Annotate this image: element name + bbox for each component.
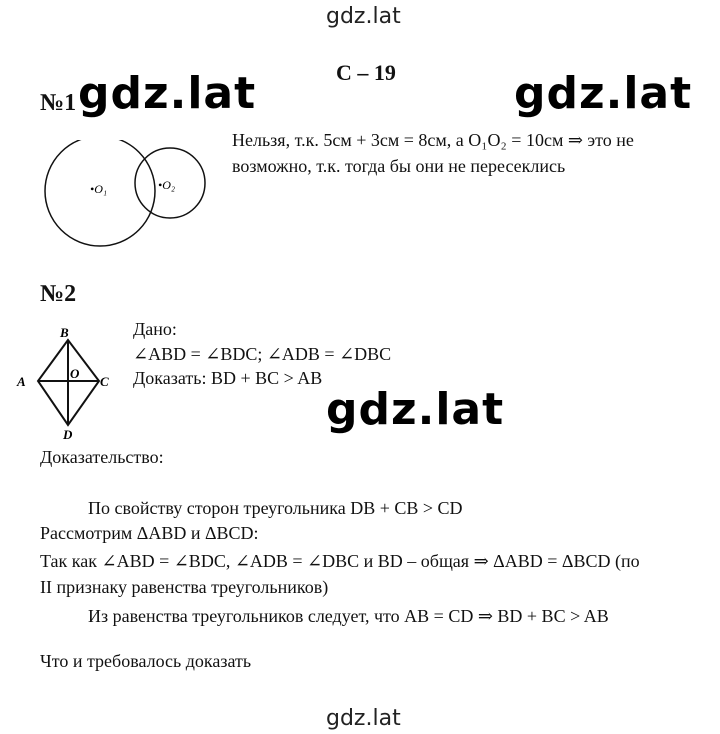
proof-line-1: По свойству сторон треугольника DB + CB > CD — [88, 498, 463, 518]
proof-label: Доказательство: — [40, 447, 164, 467]
proof-line-3: Так как ∠ABD = ∠BDC, ∠ADB = ∠DBC и BD – общая ⇒ ΔABD = ΔBCD (по — [40, 551, 640, 571]
task1-number: №1 — [40, 90, 77, 116]
task2-number: №2 — [40, 281, 77, 307]
prove-statement: Доказать: BD + BC > AB — [133, 368, 323, 388]
watermark-right: gdz.lat — [514, 68, 693, 119]
proof-line-4: II признаку равенства треугольников) — [40, 577, 329, 597]
watermark-bottom: gdz.lat — [326, 706, 401, 731]
label-o: O — [70, 366, 80, 381]
watermark-top: gdz.lat — [326, 4, 401, 29]
watermark-center: gdz.lat — [326, 384, 505, 435]
label-a: A — [17, 374, 26, 389]
task1-line-1: Нельзя, т.к. 5см + 3см = 8см, а O₁O₂ = 10см ⇒ это не — [232, 130, 634, 150]
label-d: D — [63, 427, 73, 442]
label-b: B — [60, 325, 69, 340]
task1-line-2: возможно, т.к. тогда бы они не пересеклись — [232, 156, 566, 176]
label-c: C — [100, 374, 109, 389]
conclusion: Что и требовалось доказать — [40, 651, 252, 671]
watermark-left: gdz.lat — [78, 68, 257, 119]
proof-line-2: Рассмотрим ΔABD и ΔBCD: — [40, 523, 259, 543]
proof-line-5: Из равенства треугольников следует, что AB = CD ⇒ BD + BC > AB — [88, 606, 609, 626]
rhombus-diagram — [14, 322, 120, 444]
label-o2: •O₂ — [158, 178, 176, 192]
given-statement: ∠ABD = ∠BDC; ∠ADB = ∠DBC — [133, 344, 392, 364]
given-label: Дано: — [133, 319, 177, 339]
label-o1: •O₁ — [90, 182, 108, 196]
circles-diagram — [36, 140, 232, 250]
page-title: С – 19 — [336, 60, 396, 85]
